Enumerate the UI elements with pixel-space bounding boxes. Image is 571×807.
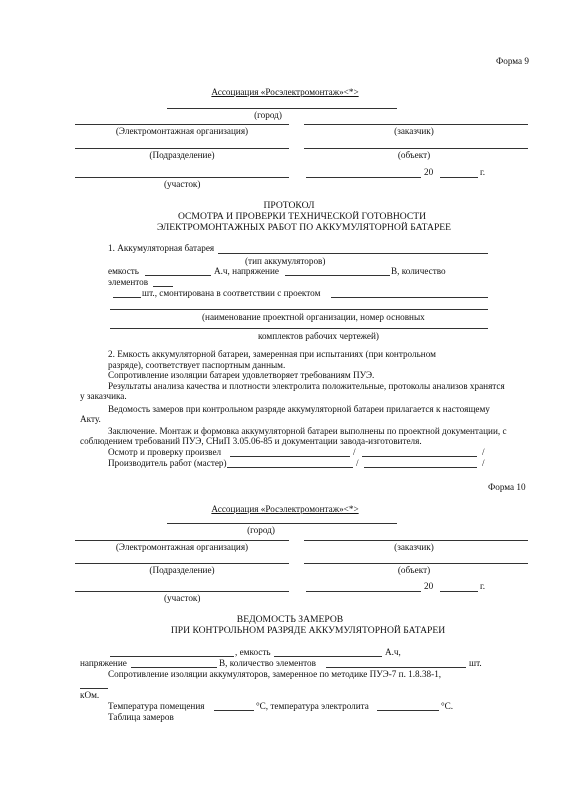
form10-city-line[interactable] <box>167 523 397 524</box>
form9-statement-2: Акту. <box>80 414 101 424</box>
form9-division-caption: (Подразделение) <box>149 150 215 160</box>
form9-slash-2: / <box>482 447 485 457</box>
form10-electrolyte-temp-label: °С, температура электролита <box>256 701 369 711</box>
form9-elements-line[interactable] <box>153 286 173 287</box>
form10-table-label: Таблица замеров <box>108 712 174 722</box>
form9-drawing-line[interactable] <box>110 328 488 329</box>
form10-year-line[interactable] <box>440 591 478 592</box>
form9-foreman-line[interactable] <box>227 467 353 468</box>
form10-capacity-line[interactable] <box>274 656 382 657</box>
form10-voltage-line[interactable] <box>131 667 217 668</box>
form10-pcs: шт. <box>469 658 482 668</box>
form9-p2-line1: 2. Емкость аккумуляторной батареи, замеренная при испытаниях (при контрольном <box>108 349 436 359</box>
form9-object-caption: (объект) <box>397 150 431 160</box>
form10-insulation: Сопротивление изоляции аккумуляторов, замеренное по методике ПУЭ-7 п. 1.8.38-1, <box>108 669 442 679</box>
form9-object-line[interactable] <box>304 148 528 149</box>
form9-city-line[interactable] <box>167 108 397 109</box>
form10-association: Ассоциация «Росэлектромонтаж»<*> <box>211 504 359 514</box>
form10-count-line[interactable] <box>326 667 466 668</box>
form10-electrolyte-temp-line[interactable] <box>377 710 439 711</box>
form10-section-line[interactable] <box>75 591 289 592</box>
form10-title-2: ПРИ КОНТРОЛЬНОМ РАЗРЯДЕ АККУМУЛЯТОРНОЙ БАТАРЕИ <box>170 625 446 636</box>
form10-customer-caption: (заказчик) <box>394 542 434 552</box>
form9-customer-caption: (заказчик) <box>394 126 434 136</box>
form10-kohm-line[interactable] <box>80 688 108 689</box>
form10-capacity-label: , емкость <box>235 647 271 657</box>
form9-foreman-label: Производитель работ (мастер) <box>108 458 227 468</box>
form10-org-caption: (Электромонтажная организация) <box>115 542 249 552</box>
form9-battery-line[interactable] <box>218 253 488 254</box>
form9-capacity-label: емкость <box>108 266 139 276</box>
form9-count-label: В, количество <box>391 266 446 276</box>
form9-insulation: Сопротивление изоляции батареи удовлетворяет требованиям ПУЭ. <box>108 370 375 380</box>
form9-voltage-line[interactable] <box>285 275 390 276</box>
form10-division-caption: (Подразделение) <box>149 565 215 575</box>
form10-battery-line[interactable] <box>110 656 234 657</box>
form10-title-1: ВЕДОМОСТЬ ЗАМЕРОВ <box>236 614 344 625</box>
form9-electrolyte-2: у заказчика. <box>80 391 127 401</box>
form10-customer-line[interactable] <box>304 540 528 541</box>
form10-deg-end: °С. <box>441 701 454 711</box>
form10-date-line[interactable] <box>306 591 421 592</box>
form9-electrolyte-1: Результаты анализа качества и плотности электролита положительные, протоколы анализов хранятся <box>108 381 505 391</box>
form10-label: Форма 10 <box>488 482 526 492</box>
form9-title-2: ОСМОТРА И ПРОВЕРКИ ТЕХНИЧЕСКОЙ ГОТОВНОСТИ <box>177 211 427 222</box>
form10-voltage-label: напряжение <box>80 658 127 668</box>
form9-elements-label: элементов <box>108 277 149 287</box>
form10-object-line[interactable] <box>304 563 528 564</box>
form9-customer-line[interactable] <box>304 124 528 125</box>
form10-division-line[interactable] <box>75 563 289 564</box>
form9-inspector-line[interactable] <box>230 456 350 457</box>
form9-org-line[interactable] <box>75 124 289 125</box>
form9-year-line[interactable] <box>440 177 478 178</box>
form9-conclusion-1: Заключение. Монтаж и формовка аккумуляторной батареи выполнены по проектной документации, с <box>108 426 507 436</box>
form10-year-prefix: 20 <box>424 581 434 591</box>
form9-association: Ассоциация «Росэлектромонтаж»<*> <box>211 87 359 97</box>
form9-year-prefix: 20 <box>424 167 434 177</box>
form9-date-line[interactable] <box>306 177 421 178</box>
form10-count-label: В, количество элементов <box>219 658 316 668</box>
form9-drawing-caption: комплектов рабочих чертежей) <box>258 331 379 341</box>
form9-voltage-label: А.ч, напряжение <box>214 266 279 276</box>
form9-battery-label: 1. Аккумуляторная батарея <box>108 243 215 253</box>
form9-statement-1: Ведомость замеров при контрольном разряде аккумуляторной батареи прилагается к настоящему <box>108 404 490 414</box>
form9-slash-1: / <box>353 447 356 457</box>
form9-inspected-label: Осмотр и проверку произвел <box>108 447 222 457</box>
form9-title-3: ЭЛЕКТРОМОНТАЖНЫХ РАБОТ ПО АККУМУЛЯТОРНОЙ БАТАРЕЕ <box>156 222 452 233</box>
form9-project-line[interactable] <box>331 297 488 298</box>
form10-room-temp-label: Температура помещения <box>108 701 205 711</box>
form9-project-org-line[interactable] <box>110 309 488 310</box>
form10-kohm: кОм. <box>80 690 100 700</box>
form9-project-org-caption: (наименование проектной организации, номер основных <box>202 312 425 322</box>
form9-mounted-label: шт., смонтирована в соответствии с проектом <box>142 288 321 298</box>
form10-year-suffix: г. <box>480 581 486 591</box>
form9-org-caption: (Электромонтажная организация) <box>115 126 249 136</box>
form9-city-caption: (город) <box>254 110 282 120</box>
form9-pcs-line[interactable] <box>113 297 141 298</box>
form9-battery-type-caption: (тип аккумуляторов) <box>245 256 326 266</box>
form9-title-1: ПРОТОКОЛ <box>263 200 315 211</box>
form10-section-caption: (участок) <box>164 593 201 603</box>
form9-label: Форма 9 <box>496 56 530 66</box>
form9-year-suffix: г. <box>480 167 486 177</box>
form9-section-line[interactable] <box>75 177 289 178</box>
form9-slash-3: / <box>356 458 359 468</box>
form10-object-caption: (объект) <box>397 565 431 575</box>
form9-conclusion-2: соблюдением требований ПУЭ, СНиП 3.05.06-85 и документации завода-изготовителя. <box>80 436 422 446</box>
form9-capacity-line[interactable] <box>145 275 211 276</box>
form9-p2-line2: разряде), соответствует паспортным данным. <box>108 360 286 370</box>
form9-section-caption: (участок) <box>164 179 201 189</box>
form9-inspector-name-line[interactable] <box>362 456 477 457</box>
form10-ah: А.ч, <box>385 647 401 657</box>
form9-slash-4: / <box>482 458 485 468</box>
form10-org-line[interactable] <box>75 540 289 541</box>
form10-city-caption: (город) <box>247 525 275 535</box>
form9-foreman-name-line[interactable] <box>364 467 477 468</box>
form9-division-line[interactable] <box>75 148 289 149</box>
form10-room-temp-line[interactable] <box>214 710 254 711</box>
